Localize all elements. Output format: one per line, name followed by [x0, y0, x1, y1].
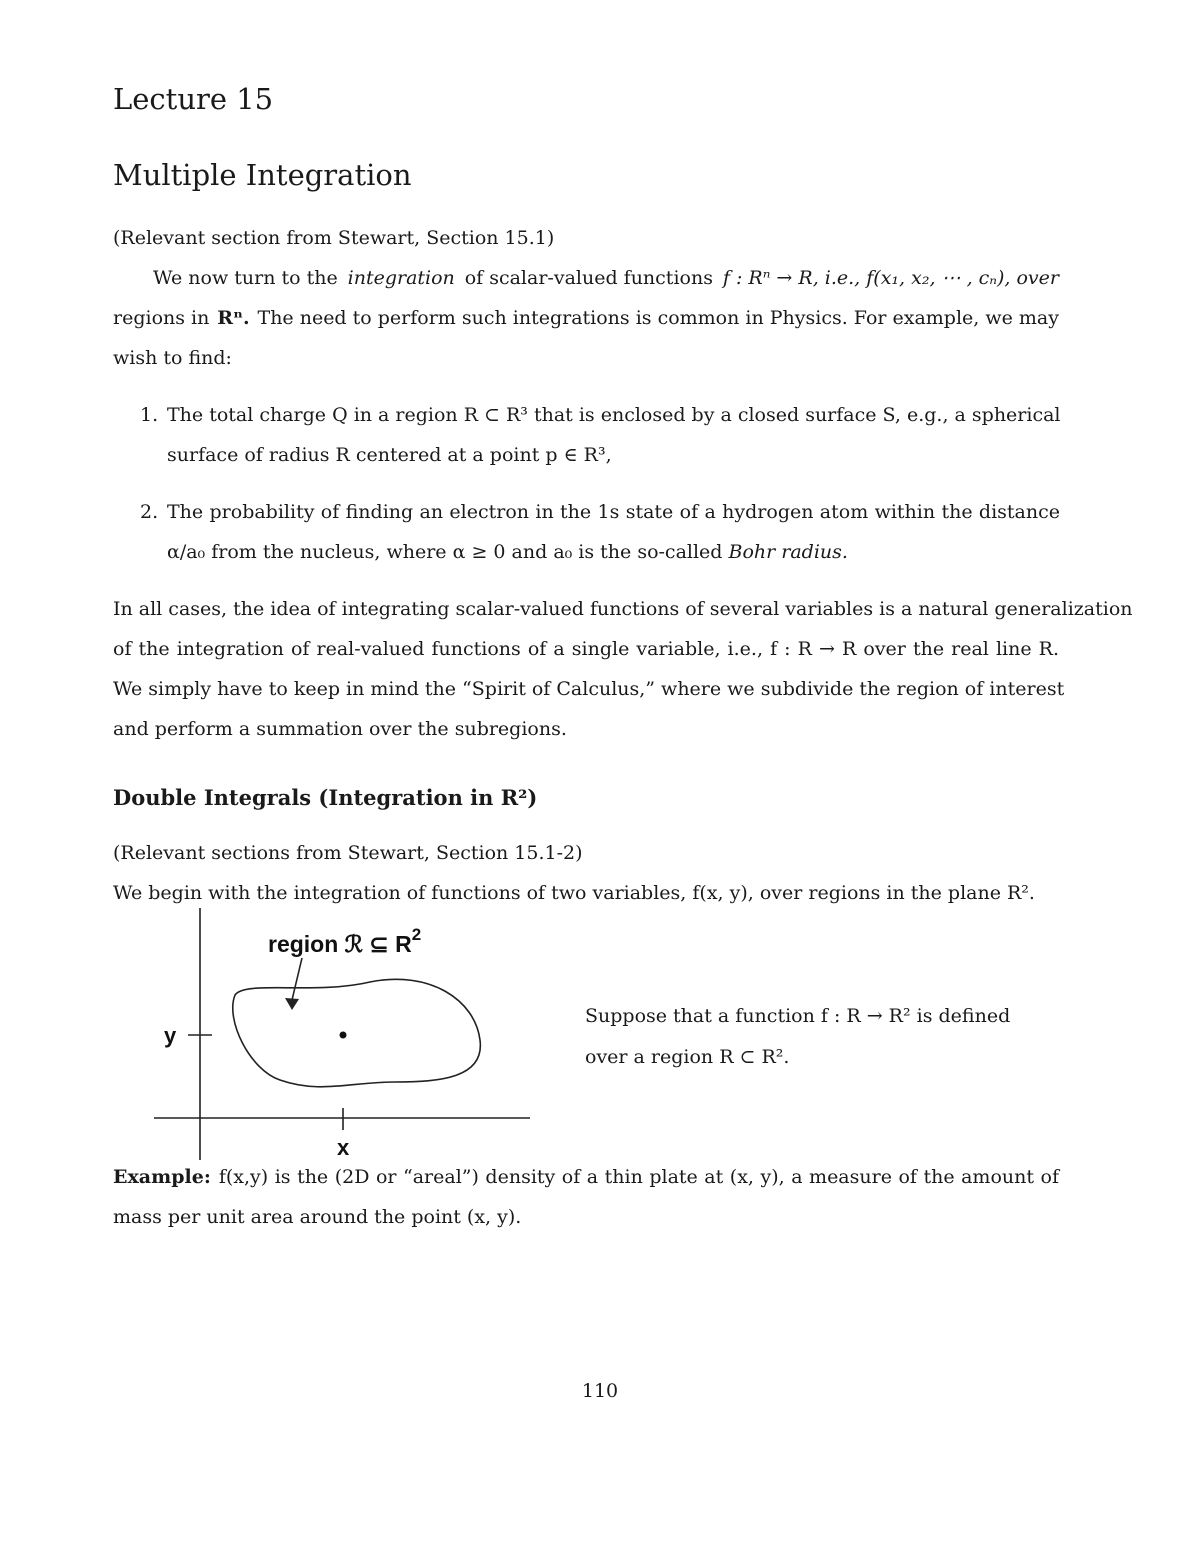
list-number: 2.	[140, 501, 159, 523]
intro-text-a: We now turn to the	[153, 267, 338, 289]
page-number: 110	[581, 1380, 619, 1402]
summary-line: In all cases, the idea of integrating scalar-valued functions of several variables is a natural generalization	[113, 598, 1133, 620]
subsection-title: Double Integrals (Integration in R²)	[113, 785, 538, 810]
list-body	[167, 395, 1060, 475]
lecture-title: Lecture 15	[113, 82, 274, 116]
example-line-2: mass per unit area around the point (x, y).	[113, 1206, 522, 1228]
list-line: surface of radius R centered at a point p ∈ R³,	[167, 444, 612, 466]
section-title: Multiple Integration	[113, 158, 412, 192]
list-line	[167, 532, 1060, 572]
intro-line-1	[113, 258, 1059, 298]
list-text: α/a₀ from the nucleus, where α ≥ 0 and a₀ is the so-called	[167, 541, 723, 563]
relevant-section-note: (Relevant section from Stewart, Section 15.1)	[113, 227, 555, 249]
suppose-line-2: over a region R ⊂ R².	[585, 1046, 790, 1068]
example-line-1	[113, 1157, 1059, 1197]
x-label: x	[337, 1135, 350, 1160]
relevant-sections-note: (Relevant sections from Stewart, Section 15.1-2)	[113, 842, 583, 864]
intro-emphasis: integration	[347, 267, 455, 289]
list-body	[167, 492, 1060, 572]
suppose-line-1: Suppose that a function f : R → R² is defined	[585, 1005, 1011, 1027]
summary-line: We simply have to keep in mind the “Spirit of Calculus,” where we subdivide the region of interest	[113, 678, 1065, 700]
y-label: y	[164, 1023, 177, 1048]
region-outline	[233, 979, 481, 1086]
list-line: The total charge Q in a region R ⊂ R³ that is enclosed by a closed surface S, e.g., a spherical	[167, 404, 1061, 426]
list-item	[140, 395, 1060, 475]
summary-line: of the integration of real-valued functions of a single variable, i.e., f : R → R over the real line R.	[113, 638, 1059, 660]
list-number: 1.	[140, 404, 159, 426]
example-paragraph	[113, 1157, 1059, 1237]
point-marker	[340, 1032, 347, 1039]
region-figure	[140, 900, 540, 1165]
bohr-radius-term: Bohr radius.	[728, 541, 848, 563]
intro-line-3: wish to find:	[113, 347, 232, 369]
region-label: region ℛ ⊆ $R^2$	[268, 925, 422, 957]
intro-paragraph	[113, 258, 1059, 378]
example-text: f(x,y) is the (2D or “areal”) density of a thin plate at (x, y), a measure of the amount of	[218, 1166, 1059, 1188]
summary-paragraph	[113, 589, 1133, 749]
begin-line: We begin with the integration of functions of two variables, f(x, y), over regions in the plane R².	[113, 882, 1035, 904]
intro-math-2: Rⁿ.	[217, 307, 250, 329]
intro-line-2	[113, 298, 1059, 338]
pointer-arrow-line	[292, 958, 302, 1000]
intro-text-d: The need to perform such integrations is common in Physics. For example, we may	[257, 307, 1059, 329]
list-item	[140, 492, 1060, 572]
summary-line: and perform a summation over the subregions.	[113, 718, 567, 740]
list-line: The probability of finding an electron in the 1s state of a hydrogen atom within the distance	[167, 501, 1060, 523]
pointer-arrowhead	[285, 998, 299, 1010]
intro-math: f : Rⁿ → R, i.e., f(x₁, x₂, ⋯ , cₙ), over	[722, 267, 1059, 289]
example-label: Example:	[113, 1166, 211, 1188]
intro-text-b: of scalar-valued functions	[464, 267, 713, 289]
intro-text-c: regions in	[113, 307, 210, 329]
